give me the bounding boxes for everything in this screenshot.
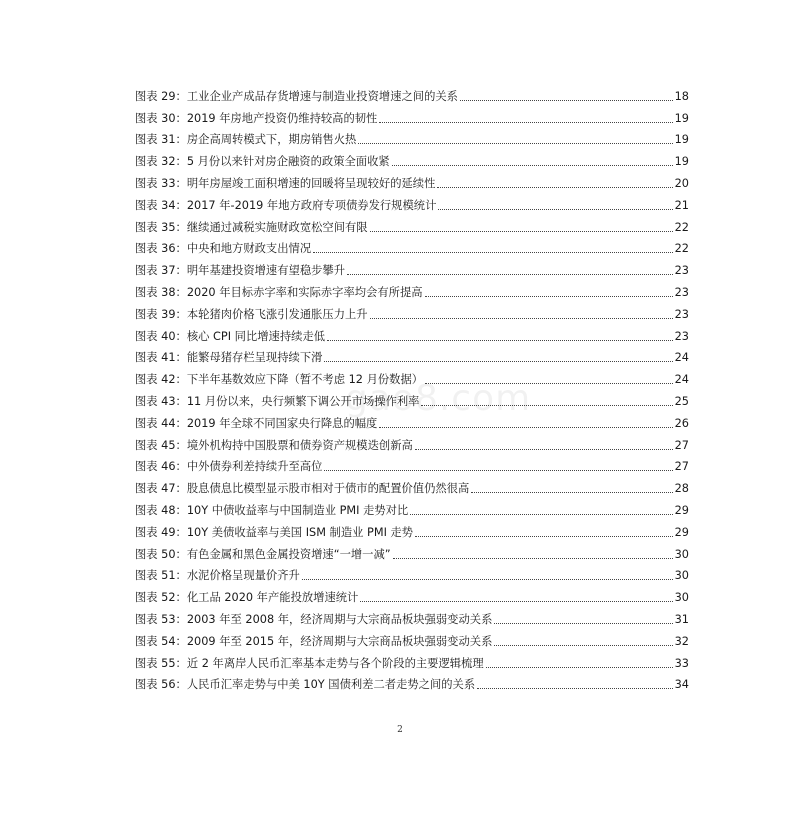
- toc-entry-label: 图表 53：2003 年至 2008 年，经济周期与大宗商品板块强弱变动关系: [135, 612, 493, 626]
- toc-entry-page: 19: [674, 111, 689, 125]
- toc-entry[interactable]: [135, 365, 689, 387]
- dot-leader: [379, 427, 672, 428]
- toc-entry-label: 图表 55：近 2 年离岸人民币汇率基本走势与各个阶段的主要逻辑梳理: [135, 656, 484, 670]
- toc-entry[interactable]: [135, 409, 689, 431]
- toc-entry-page: 28: [674, 482, 689, 496]
- toc-entry-page: 20: [674, 176, 689, 190]
- toc-entry-label: 图表 46：中外债券利差持续升至高位: [135, 460, 323, 474]
- toc-entry-page: 30: [674, 547, 689, 561]
- toc-entry-page: 23: [674, 285, 689, 299]
- dot-leader: [410, 514, 672, 515]
- toc-entry-page: 18: [674, 89, 689, 103]
- toc-entry[interactable]: [135, 496, 689, 518]
- toc-entry[interactable]: [135, 300, 689, 322]
- toc-entry-page: 24: [674, 373, 689, 387]
- toc-entry-label: 图表 56：人民币汇率走势与中美 10Y 国债利差二者走势之间的关系: [135, 678, 476, 692]
- toc-entry[interactable]: [135, 256, 689, 278]
- dot-leader: [421, 405, 672, 406]
- toc-entry-label: 图表 36：中央和地方财政支出情况: [135, 242, 312, 256]
- toc-entry-label: 图表 31：房企高周转模式下，期房销售火热: [135, 133, 357, 147]
- toc-entry-label: 图表 40：核心 CPI 同比增速持续走低: [135, 329, 326, 343]
- toc-entry-label: 图表 32：5 月份以来针对房企融资的政策全面收紧: [135, 155, 390, 169]
- toc-entry[interactable]: [135, 387, 689, 409]
- toc-entry[interactable]: [135, 453, 689, 475]
- toc-entry-label: 图表 42：下半年基数效应下降（暂不考虑 12 月份数据）: [135, 373, 424, 387]
- toc-entry-page: 29: [674, 525, 689, 539]
- toc-entry-page: 23: [674, 264, 689, 278]
- toc-entry-label: 图表 38：2020 年目标赤字率和实际赤字率均会有所提高: [135, 285, 423, 299]
- toc-entry[interactable]: [135, 169, 689, 191]
- dot-leader: [324, 361, 672, 362]
- dot-leader: [471, 492, 672, 493]
- toc-entry[interactable]: [135, 474, 689, 496]
- dot-leader: [477, 688, 672, 689]
- toc-entry-label: 图表 30：2019 年房地产投资仍维持较高的韧性: [135, 111, 378, 125]
- dot-leader: [393, 558, 673, 559]
- page-number: 2: [397, 725, 403, 735]
- watermark: gao8.com: [345, 378, 532, 419]
- toc-entry[interactable]: [135, 104, 689, 126]
- toc-entry-page: 29: [674, 503, 689, 517]
- toc-entry-label: 图表 39：本轮猪肉价格飞涨引发通胀压力上升: [135, 307, 368, 321]
- toc-entry-label: 图表 52：化工品 2020 年产能投放增速统计: [135, 591, 359, 605]
- toc-entry-page: 31: [674, 612, 689, 626]
- toc-entry-page: 19: [674, 133, 689, 147]
- toc-entry-label: 图表 37：明年基建投资增速有望稳步攀升: [135, 264, 346, 278]
- toc-entry[interactable]: [135, 671, 689, 693]
- dot-leader: [460, 100, 673, 101]
- dot-leader: [494, 623, 672, 624]
- toc-entry-page: 23: [674, 307, 689, 321]
- toc-entry-page: 32: [674, 634, 689, 648]
- toc-entry-label: 图表 41：能繁母猪存栏呈现持续下滑: [135, 351, 323, 365]
- dot-leader: [425, 383, 673, 384]
- dot-leader: [425, 296, 673, 297]
- toc-entry-page: 30: [674, 591, 689, 605]
- toc-entry-label: 图表 45：境外机构持中国股票和债券资产规模迭创新高: [135, 438, 413, 452]
- toc-entry[interactable]: [135, 344, 689, 366]
- dot-leader: [313, 252, 673, 253]
- toc-entry[interactable]: [135, 235, 689, 257]
- toc-entry-page: 21: [674, 198, 689, 212]
- dot-leader: [438, 209, 672, 210]
- toc-entry-label: 图表 49：10Y 美债收益率与美国 ISM 制造业 PMI 走势: [135, 525, 414, 539]
- dot-leader: [437, 187, 672, 188]
- toc-entry-label: 图表 29：工业企业产成品存货增速与制造业投资增速之间的关系: [135, 89, 458, 103]
- toc-entry[interactable]: [135, 627, 689, 649]
- toc-entry-label: 图表 50：有色金属和黑色金属投资增速“一增一减”: [135, 547, 391, 561]
- dot-leader: [415, 536, 673, 537]
- toc-entry[interactable]: [135, 518, 689, 540]
- toc-entry[interactable]: [135, 562, 689, 584]
- toc-entry-label: 图表 33：明年房屋竣工面积增速的回暖将呈现较好的延续性: [135, 176, 436, 190]
- toc-entry-label: 图表 51：水泥价格呈现量价齐升: [135, 569, 300, 583]
- toc-entry-page: 27: [674, 438, 689, 452]
- dot-leader: [324, 470, 672, 471]
- toc-entry[interactable]: [135, 605, 689, 627]
- toc-entry-page: 19: [674, 155, 689, 169]
- toc-entry-page: 34: [674, 678, 689, 692]
- dot-leader: [358, 143, 672, 144]
- toc-entry-page: 22: [674, 220, 689, 234]
- toc-entry[interactable]: [135, 191, 689, 213]
- toc-entry[interactable]: [135, 322, 689, 344]
- toc-entry-page: 24: [674, 351, 689, 365]
- toc-entry[interactable]: [135, 126, 689, 148]
- toc-entry[interactable]: [135, 431, 689, 453]
- dot-leader: [370, 318, 673, 319]
- dot-leader: [370, 231, 673, 232]
- dot-leader: [494, 645, 672, 646]
- dot-leader: [347, 274, 673, 275]
- dot-leader: [486, 667, 673, 668]
- dot-leader: [302, 579, 673, 580]
- toc-entry[interactable]: [135, 147, 689, 169]
- table-of-contents: [135, 82, 689, 692]
- toc-entry[interactable]: [135, 540, 689, 562]
- toc-entry-label: 图表 44：2019 年全球不同国家央行降息的幅度: [135, 416, 378, 430]
- dot-leader: [392, 165, 673, 166]
- dot-leader: [415, 449, 673, 450]
- toc-entry-label: 图表 47：股息债息比模型显示股市相对于债市的配置价值仍然很高: [135, 482, 470, 496]
- toc-entry[interactable]: [135, 82, 689, 104]
- toc-entry-page: 27: [674, 460, 689, 474]
- toc-entry-label: 图表 34：2017 年-2019 年地方政府专项债券发行规模统计: [135, 198, 437, 212]
- toc-entry-page: 25: [674, 394, 689, 408]
- toc-entry-page: 22: [674, 242, 689, 256]
- toc-entry-page: 26: [674, 416, 689, 430]
- dot-leader: [327, 340, 673, 341]
- toc-entry-page: 30: [674, 569, 689, 583]
- toc-entry[interactable]: [135, 213, 689, 235]
- toc-entry[interactable]: [135, 649, 689, 671]
- toc-entry[interactable]: [135, 278, 689, 300]
- toc-entry[interactable]: [135, 583, 689, 605]
- toc-entry-label: 图表 48：10Y 中债收益率与中国制造业 PMI 走势对比: [135, 503, 409, 517]
- toc-entry-page: 23: [674, 329, 689, 343]
- dot-leader: [360, 601, 672, 602]
- toc-entry-page: 33: [674, 656, 689, 670]
- dot-leader: [379, 122, 672, 123]
- toc-entry-label: 图表 35：继续通过减税实施财政宽松空间有限: [135, 220, 368, 234]
- toc-entry-label: 图表 54：2009 年至 2015 年，经济周期与大宗商品板块强弱变动关系: [135, 634, 493, 648]
- toc-entry-label: 图表 43：11 月份以来，央行频繁下调公开市场操作利率: [135, 394, 420, 408]
